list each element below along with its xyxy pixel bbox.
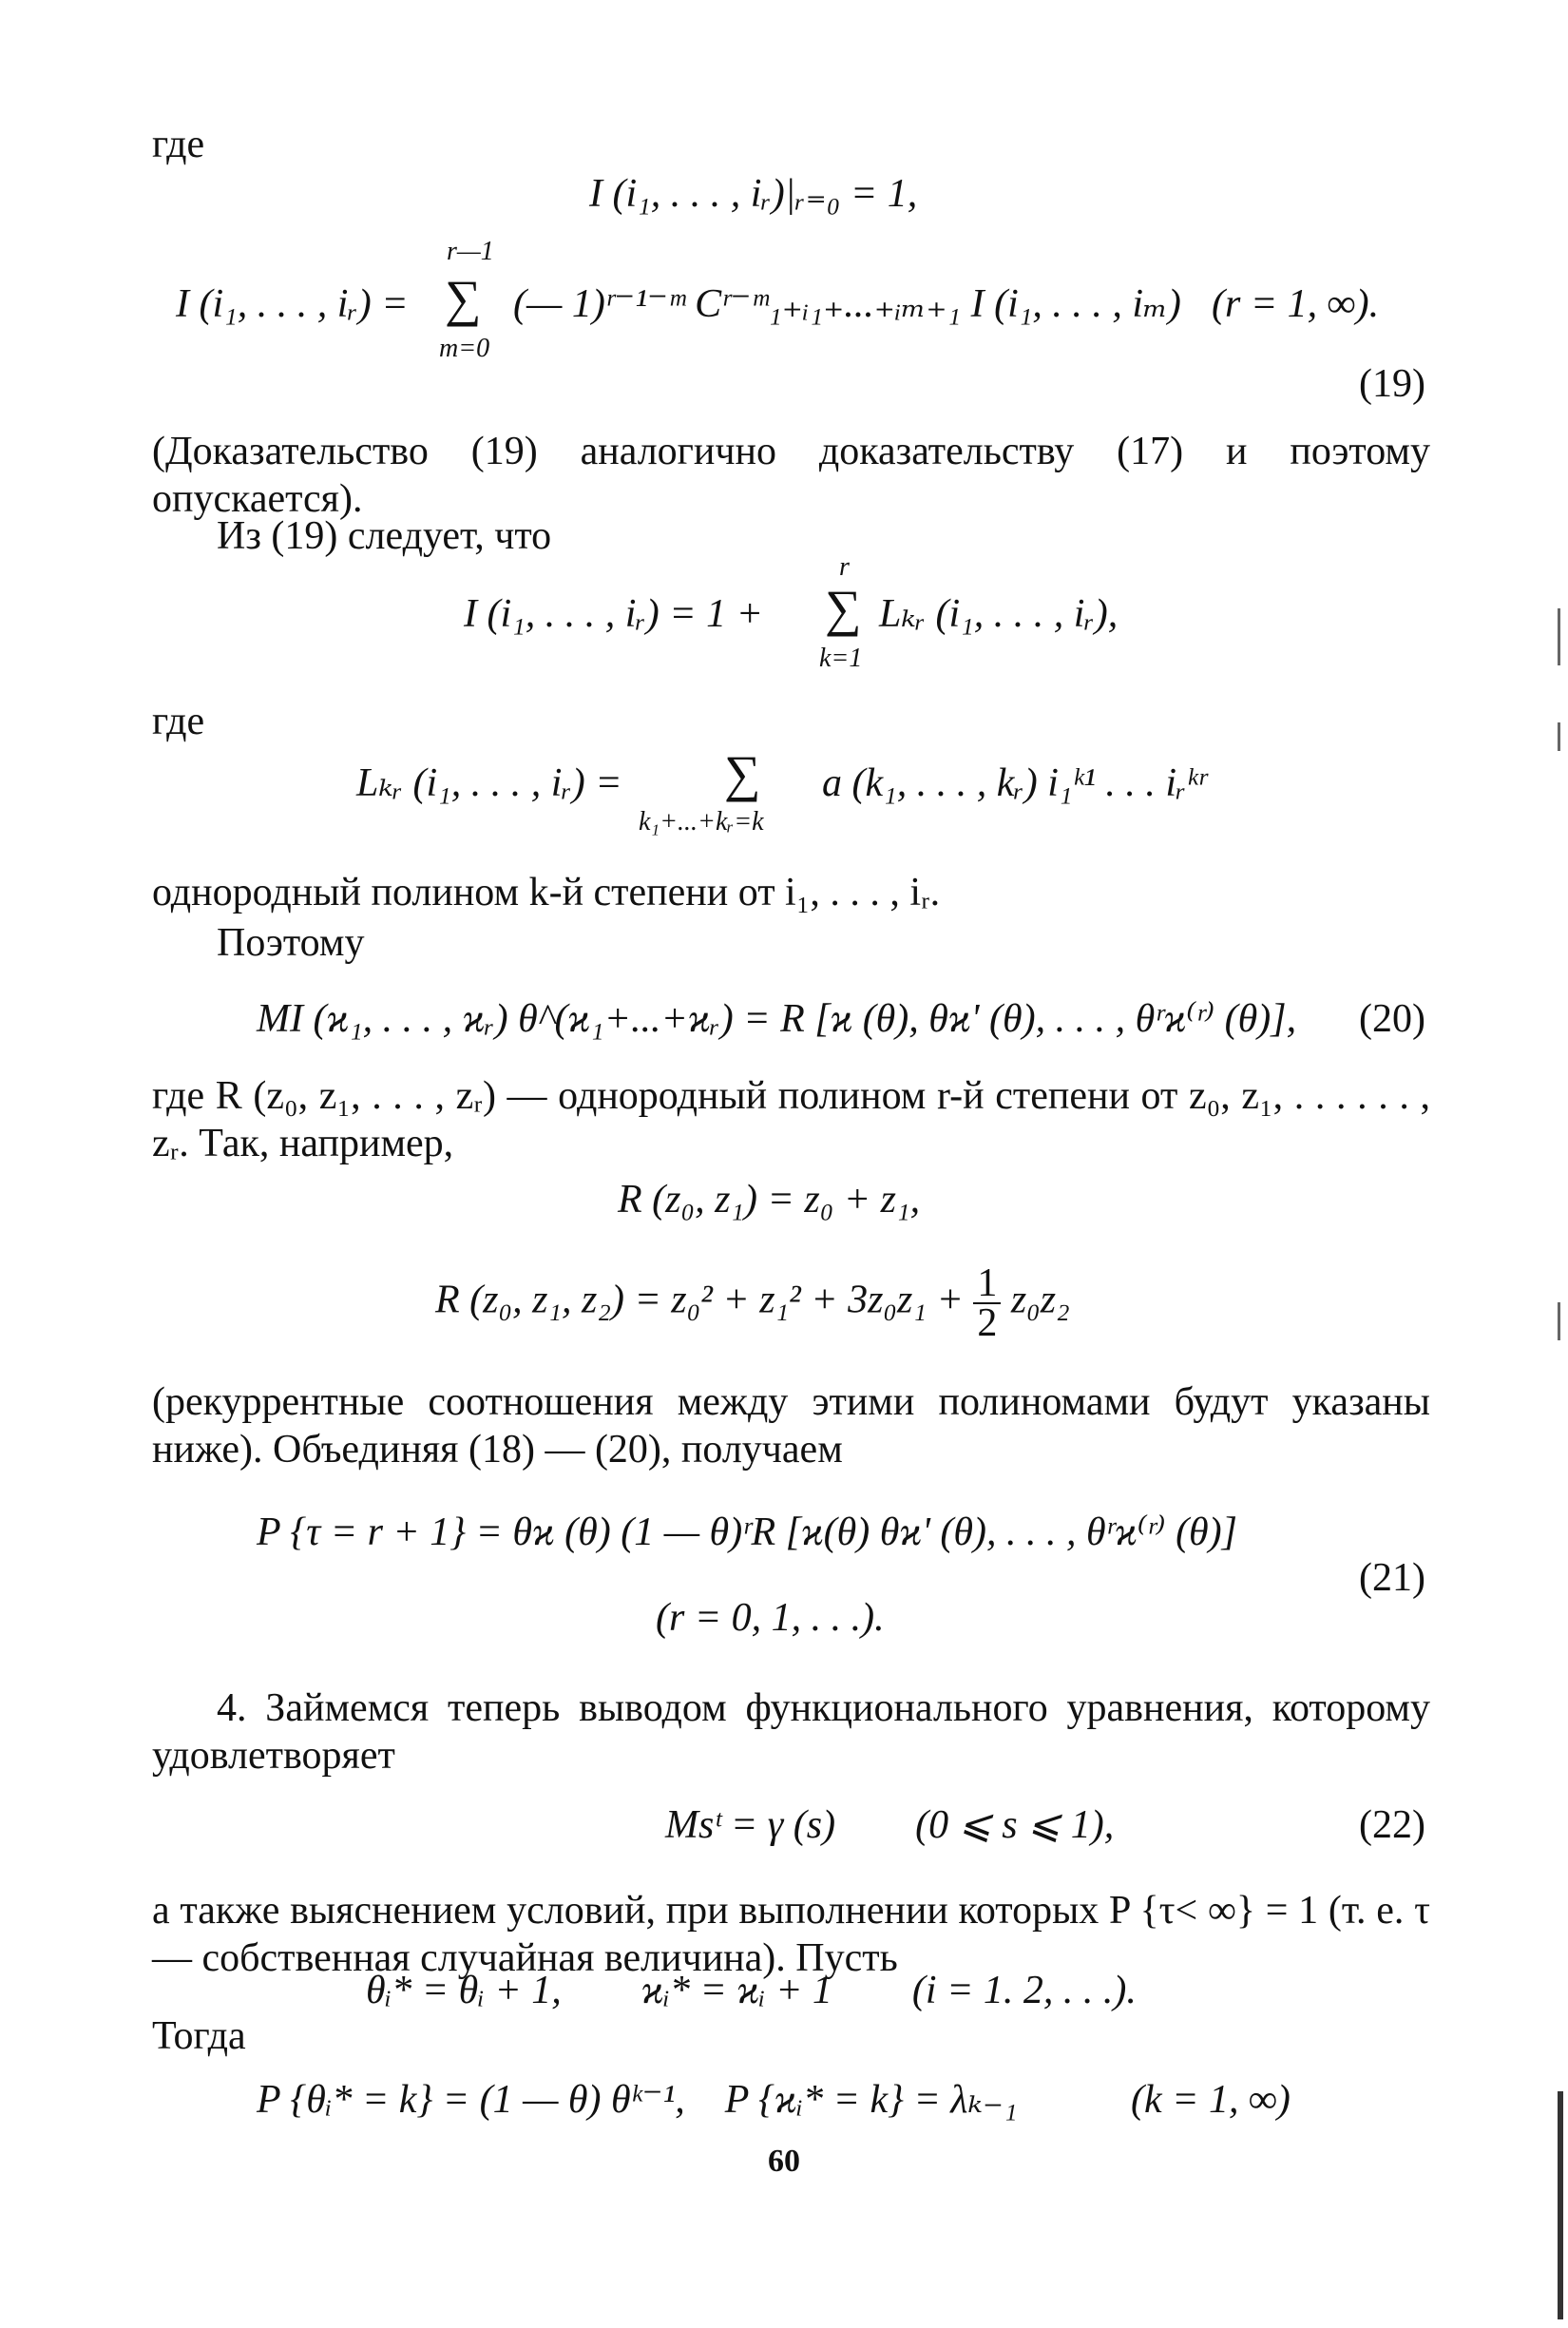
equation-20: MI (ϰ₁, . . . , ϰᵣ) θ^(ϰ₁+...+ϰᵣ) = R [ϰ (θ), θϰʹ (θ), . . . , θʳϰ⁽ʳ⁾ (θ)], bbox=[257, 997, 1297, 1041]
paragraph-proof-note: (Доказательство (19) аналогично доказательству (17) и поэтому опускается). bbox=[152, 430, 1430, 521]
equation-r2-rhs: z₀z₂ bbox=[1010, 1278, 1070, 1322]
equation-19-sigma: ∑ bbox=[445, 270, 482, 327]
equation-final-range: (k = 1, ∞) bbox=[1131, 2078, 1291, 2122]
equation-final-lhs: P {θᵢ* = k} = (1 — θ) θᵏ⁻¹, P {ϰᵢ* = k} = λₖ₋₁ bbox=[257, 2078, 1018, 2122]
equation-r2 bbox=[435, 1261, 1070, 1345]
equation-19-sum-lower: m=0 bbox=[439, 334, 490, 363]
equation-19-number: (19) bbox=[1359, 362, 1425, 406]
equation-r2-lhs: R (z₀, z₁, z₂) = z₀² + z₁² + 3z₀z₁ + bbox=[435, 1278, 964, 1322]
equation-22: Msᵗ = γ (s) (0 ⩽ s ⩽ 1), bbox=[665, 1803, 1115, 1847]
equation-19-range: (r = 1, ∞). bbox=[1212, 282, 1380, 326]
text-polynomial-description: однородный полином k-й степени от i₁, . . . , iᵣ. bbox=[152, 871, 941, 914]
equation-r2-fraction-numerator: 1 bbox=[973, 1264, 1001, 1304]
equation-21-line1: P {τ = r + 1} = θϰ (θ) (1 — θ)ʳR [ϰ(θ) θϰʹ (θ), . . . , θʳϰ⁽ʳ⁾ (θ)] bbox=[257, 1510, 1238, 1554]
equation-19-lhs: I (i₁, . . . , iᵣ) = bbox=[176, 282, 409, 326]
equation-isum-lower: k=1 bbox=[819, 644, 863, 673]
equation-l-sigma: ∑ bbox=[724, 745, 761, 802]
equation-star-definitions: θᵢ* = θᵢ + 1, ϰᵢ* = ϰᵢ + 1 (i = 1. 2, . . .). bbox=[366, 1969, 1137, 2012]
page-edge-scan-artifact bbox=[1555, 0, 1568, 2328]
word-gde-2: где bbox=[152, 700, 205, 743]
word-togda: Тогда bbox=[152, 2014, 246, 2058]
equation-isum-lhs: I (i₁, . . . , iᵣ) = 1 + bbox=[464, 592, 763, 636]
equation-21-line2: (r = 0, 1, . . .). bbox=[656, 1596, 885, 1640]
equation-19-rhs: (— 1)ʳ⁻¹⁻ᵐ Cʳ⁻ᵐ₁₊ᵢ₁₊...₊ᵢₘ₊₁ I (i₁, . . . , iₘ) bbox=[513, 282, 1181, 326]
page-number: 60 bbox=[768, 2144, 800, 2179]
equation-20-number: (20) bbox=[1359, 997, 1425, 1041]
paragraph-conditions: а также выяснением условий, при выполнении которых P {τ< ∞} = 1 (т. е. τ — собственная случайная величина). Пусть bbox=[152, 1889, 1430, 1980]
paragraph-recurrence-note: (рекуррентные соотношения между этими полиномами будут указаны ниже). Объединяя (18) — (20), получаем bbox=[152, 1380, 1430, 1472]
word-poetomu: Поэтому bbox=[217, 921, 365, 965]
equation-l-rhs: a (k₁, . . . , kᵣ) i₁ᵏ¹ . . . iᵣᵏʳ bbox=[822, 761, 1207, 805]
word-gde-1: где bbox=[152, 123, 205, 166]
equation-i-initial: I (i₁, . . . , iᵣ)|ᵣ₌₀ = 1, bbox=[589, 172, 918, 216]
paragraph-r-description: где R (z₀, z₁, . . . , zᵣ) — однородный полином r-й степени от z₀, z₁, . . . . . . , zᵣ. Так, например, bbox=[152, 1074, 1430, 1165]
equation-r1: R (z₀, z₁) = z₀ + z₁, bbox=[618, 1178, 921, 1222]
equation-l-sum-lower: k₁+...+kᵣ=k bbox=[639, 807, 764, 837]
equation-isum-upper: r bbox=[839, 552, 850, 582]
equation-21-number: (21) bbox=[1359, 1556, 1425, 1600]
equation-22-number: (22) bbox=[1359, 1803, 1425, 1847]
equation-isum-sigma: ∑ bbox=[825, 580, 862, 637]
equation-l-lhs: Lₖᵣ (i₁, . . . , iᵣ) = bbox=[356, 761, 622, 805]
paragraph-section-4: 4. Займемся теперь выводом функционального уравнения, которому удовлетворяет bbox=[152, 1686, 1430, 1778]
equation-isum-rhs: Lₖᵣ (i₁, . . . , iᵣ), bbox=[879, 592, 1119, 636]
text-iz-19: Из (19) следует, что bbox=[217, 514, 552, 558]
equation-r2-fraction-denominator: 2 bbox=[977, 1301, 998, 1345]
equation-19-sum-upper: r—1 bbox=[447, 237, 494, 266]
equation-r2-fraction bbox=[973, 1261, 1001, 1345]
